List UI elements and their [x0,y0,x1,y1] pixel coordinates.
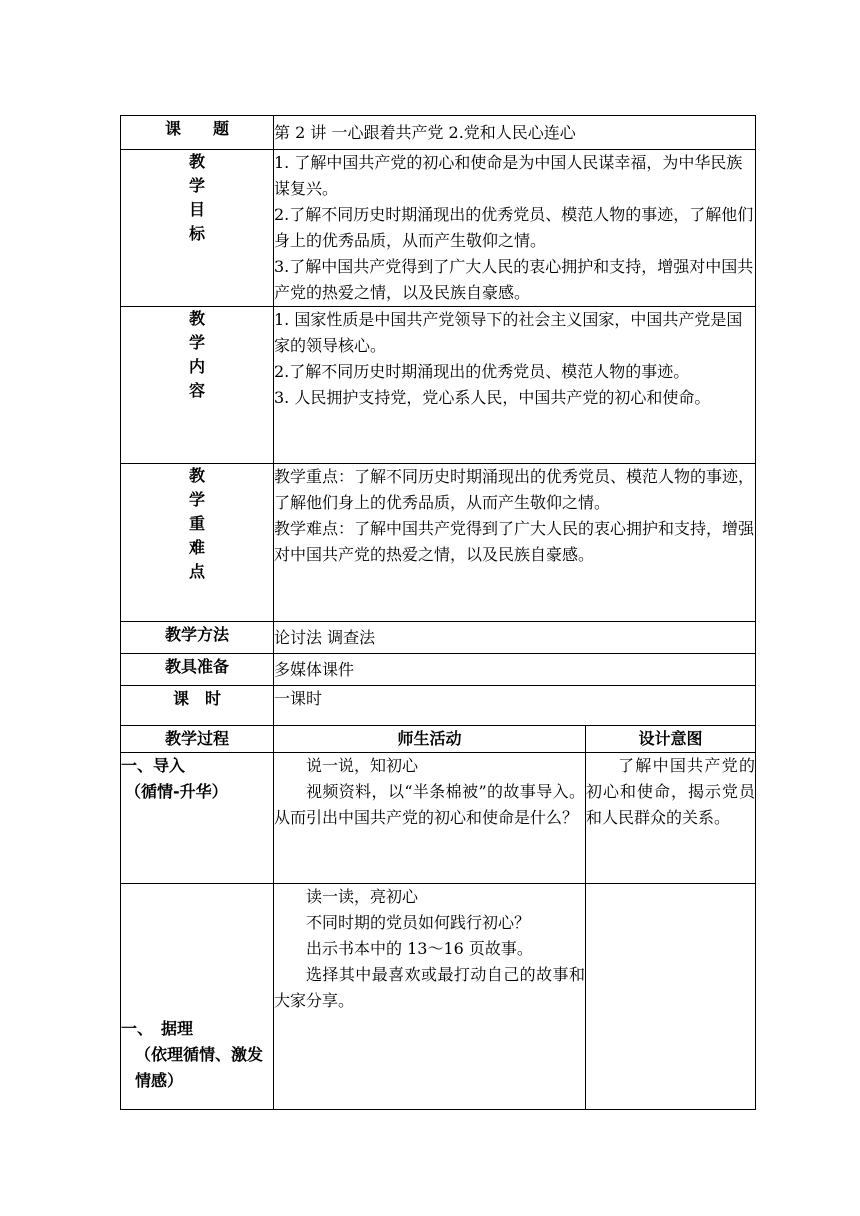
process-header-row [121,726,756,753]
activity-line: 选择其中最喜欢或最打动自己的故事和大家分享。 [274,965,585,1010]
stage-title [121,884,274,1110]
process-header-stage: 教学过程 [121,726,274,753]
stage-row [121,884,756,1110]
course-label: 课 题 [121,116,274,150]
objectives-label: 教学目标 [188,152,205,243]
process-header-design: 设计意图 [586,726,756,753]
activity-line: 读一读，亮初心 [306,887,419,906]
tools-label: 教具准备 [121,654,274,686]
stage-activities [274,753,586,884]
process-header-activity: 师生活动 [274,726,586,753]
objective-item: 1. 了解中国共产党的初心和使命是为中国人民谋幸福，为中华民族谋复兴。 [274,153,743,198]
content-item: 1. 国家性质是中国共产党领导下的社会主义国家，中国共产党是国家的领导核心。 [274,310,743,355]
hours-label: 课 时 [121,686,274,726]
content-content [274,307,756,464]
method-label: 教学方法 [121,622,274,654]
activity-line: 出示书本中的 13～16 页故事。 [306,939,533,958]
stage-title [121,753,274,884]
content-label: 教学内容 [188,309,205,400]
design-text: 了解中国共产党的初心和使命，揭示党员和人民群众的关系。 [586,756,756,827]
stage-design [586,884,756,1110]
objective-item: 2.了解不同历史时期涌现出的优秀党员、模范人物的事迹，了解他们身上的优秀品质，从而产生敬仰之情。 [274,205,754,250]
key-point-item: 教学难点：了解中国共产党得到了广大人民的衷心拥护和支持，增强对中国共产党的热爱之情，以及民族自豪感。 [274,519,755,564]
method-row [121,622,756,654]
stage-title-line: 一、导入 [121,756,186,775]
course-row [121,116,756,150]
objective-item: 3.了解中国共产党得到了广大人民的衷心拥护和支持，增强对中国共产党的热爱之情，以及民族自豪感。 [274,257,754,302]
stage-title-line: （循情-升华） [125,782,228,801]
tools-value: 多媒体课件 [274,654,756,686]
content-row [121,307,756,464]
key-points-row [121,464,756,622]
objectives-row [121,150,756,307]
course-title: 第 2 讲 一心跟着共产党 2.党和人民心连心 [274,116,756,150]
stage-design [586,753,756,884]
stage-activities [274,884,586,1110]
lesson-plan-table [120,115,756,1110]
activity-line: 不同时期的党员如何践行初心？ [306,913,531,932]
activity-line: 说一说，知初心 [306,756,419,775]
tools-row [121,654,756,686]
key-point-item: 教学重点：了解不同历史时期涌现出的优秀党员、模范人物的事迹，了解他们身上的优秀品质，从而产生敬仰之情。 [274,467,755,512]
objectives-content [274,150,756,307]
hours-row [121,686,756,726]
method-value: 论讨法 调查法 [274,622,756,654]
stage-title-line: 一、 据理 [121,1019,194,1038]
stage-row [121,753,756,884]
stage-title-line: （依理循情、激发情感） [135,1045,264,1090]
content-item: 3. 人民拥护支持党，党心系人民，中国共产党的初心和使命。 [274,388,711,407]
activity-line: 视频资料，以“半条棉被”的故事导入。从而引出中国共产党的初心和使命是什么？ [274,782,585,827]
content-item: 2.了解不同历史时期涌现出的优秀党员、模范人物的事迹。 [274,362,690,381]
hours-value: 一课时 [274,686,756,726]
key-points-label: 教学重难点 [188,466,205,581]
key-points-content [274,464,756,622]
